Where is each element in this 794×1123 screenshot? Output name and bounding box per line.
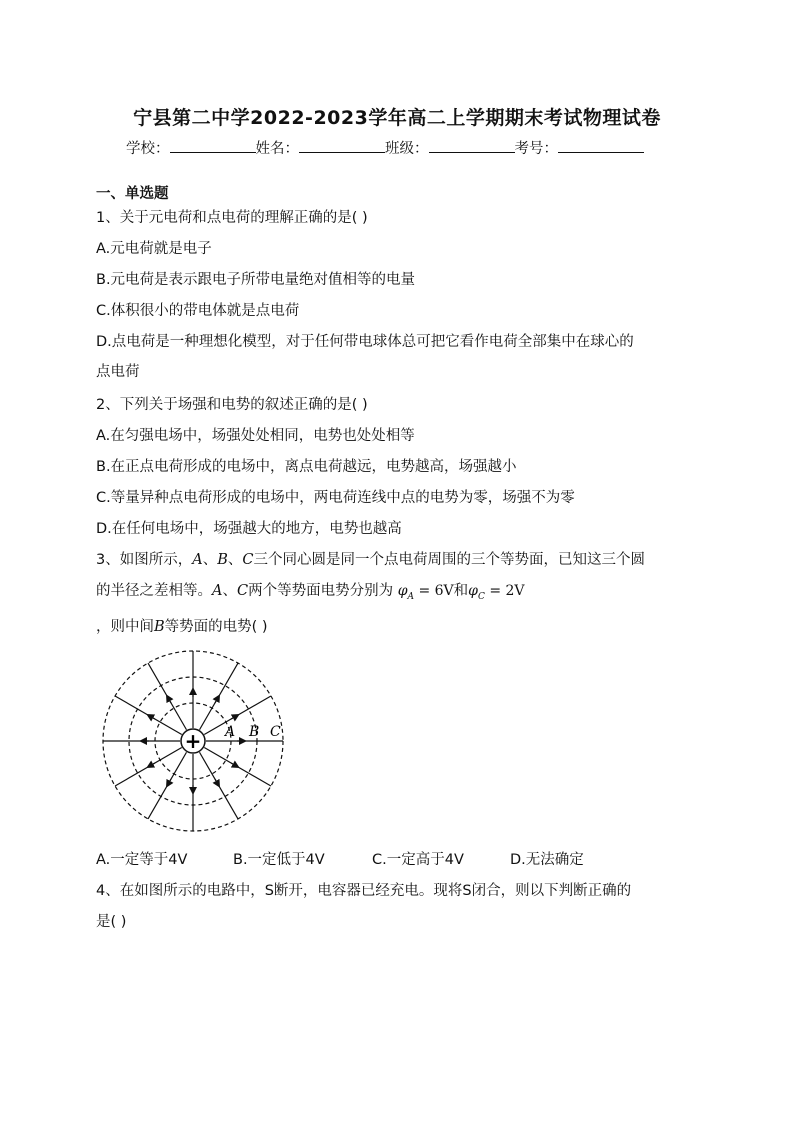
school-label: 学校： <box>126 141 170 157</box>
q3-choice-b: B.一定低于4V <box>233 852 325 868</box>
q2-option-d: D.在任何电场中，场强越大的地方，电势也越高 <box>96 521 402 537</box>
q1-option-b: B.元电荷是表示跟电子所带电量绝对值相等的电量 <box>96 272 416 288</box>
q4-stem-line1: 4、在如图所示的电路中，S断开，电容器已经充电。现将S闭合，则以下判断正确的 <box>96 883 632 899</box>
phi-c-formula: $\varphi_C = 2V$ <box>468 583 525 602</box>
q3-stem-line1: 3、如图所示，A、B、C三个同心圆是同一个点电荷周围的三个等势面，已知这三个圆 <box>96 552 645 568</box>
field-line-arrow <box>167 696 171 703</box>
q3-choice-c: C.一定高于4V <box>372 852 464 868</box>
q2-option-c: C.等量异种点电荷形成的电场中，两电荷连线中点的电势为零，场强不为零 <box>96 490 575 506</box>
class-label: 班级： <box>385 141 429 157</box>
field-line-arrow <box>148 715 155 719</box>
q1-option-d: D.点电荷是一种理想化模型，对于任何带电球体总可把它看作电荷全部集中在球心的 <box>96 334 634 350</box>
phi-a-formula: $\varphi_A = 6V$ <box>397 583 454 602</box>
field-line-arrow <box>148 763 155 767</box>
q1-stem: 1、关于元电荷和点电荷的理解正确的是( ) <box>96 210 368 226</box>
equipotential-figure <box>100 648 286 834</box>
name-label: 姓名： <box>255 141 299 157</box>
student-info-row <box>126 137 644 158</box>
exam-title: 宁县第二中学2022-2023学年高二上学期期末考试物理试卷 <box>133 107 661 129</box>
q1-option-d-cont: 点电荷 <box>96 364 140 380</box>
school-blank[interactable] <box>170 138 256 153</box>
q3-stem-line2: 的半径之差相等。A、C两个等势面电势分别为 $\varphi_A = 6V$和$\varphi_C = 2V$ <box>96 583 525 602</box>
field-line-arrow <box>231 763 238 767</box>
number-label: 考号： <box>514 141 558 157</box>
section-heading: 一、单选题 <box>96 186 169 202</box>
name-blank[interactable] <box>299 138 385 153</box>
q3-stem-line3: ，则中间B等势面的电势( ) <box>96 619 268 635</box>
q2-option-a: A.在匀强电场中，场强处处相同，电势也处处相等 <box>96 428 415 444</box>
label-a: A <box>225 724 236 740</box>
q1-option-a: A.元电荷就是电子 <box>96 241 212 257</box>
q2-option-b: B.在正点电荷形成的电场中，离点电荷越远，电势越高，场强越小 <box>96 459 517 475</box>
q3-choice-d: D.无法确定 <box>510 852 584 868</box>
q1-option-c: C.体积很小的带电体就是点电荷 <box>96 303 300 319</box>
q3-choice-a: A.一定等于4V <box>96 852 188 868</box>
field-line-arrow <box>215 779 219 786</box>
q2-stem: 2、下列关于场强和电势的叙述正确的是( ) <box>96 397 368 413</box>
number-blank[interactable] <box>558 138 644 153</box>
label-c: C <box>270 724 281 740</box>
class-blank[interactable] <box>429 138 515 153</box>
label-b: B <box>249 724 260 740</box>
q4-stem-line2: 是( ) <box>96 914 127 930</box>
field-line-arrow <box>215 696 219 703</box>
charge-sign: + <box>184 729 202 753</box>
field-line-arrow <box>167 779 171 786</box>
field-line-arrow <box>231 715 238 719</box>
